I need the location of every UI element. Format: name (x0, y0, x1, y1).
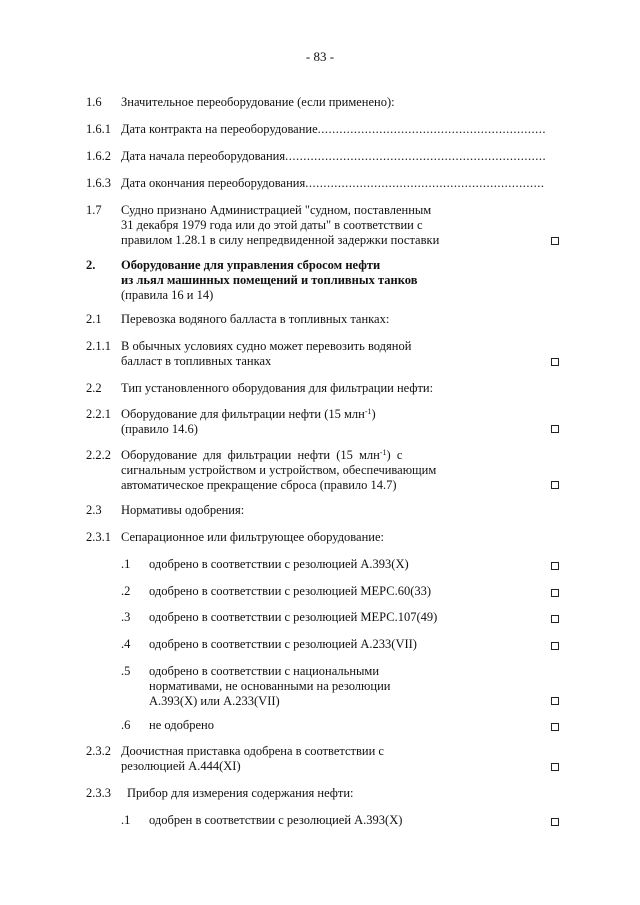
text-line (121, 448, 541, 463)
item-text: одобрен в соответствии с резолюцией A.393(X) (149, 813, 403, 827)
checkbox[interactable] (551, 723, 559, 731)
item-number: 2.3 (86, 503, 102, 517)
checkbox[interactable] (551, 818, 559, 826)
checkbox[interactable] (551, 642, 559, 650)
checkbox[interactable] (551, 358, 559, 366)
text-line: Доочистная приставка одобрена в соответствии с (121, 744, 384, 758)
item-text: Сепарационное или фильтрующее оборудование: (121, 530, 384, 544)
text-line: нормативами, не основанными на резолюции (149, 679, 391, 693)
item-text: не одобрено (149, 718, 214, 732)
item-number: 1.6.3 (86, 176, 111, 190)
text-line: балласт в топливных танках (121, 354, 272, 368)
item-text (121, 448, 541, 493)
item-text (121, 339, 541, 369)
page-number: - 83 - (305, 49, 335, 64)
text-line: (правило 14.6) (121, 422, 198, 436)
item-text: одобрено в соответствии с резолюцией МЕРС.107(49) (149, 610, 438, 624)
item-text: одобрено в соответствии с резолюцией A.393(X) (149, 557, 409, 571)
item-text (149, 664, 541, 709)
item-number: 1.7 (86, 203, 102, 217)
text-line: Судно признано Администрацией "судном, поставленным (121, 203, 432, 217)
text-line: правилом 1.28.1 в силу непредвиденной задержки поставки (121, 233, 440, 247)
text-fragment: ) (371, 407, 376, 421)
item-text (121, 744, 541, 774)
item-text: Дата начала переоборудования (121, 149, 286, 163)
item-number: 1.6 (86, 95, 102, 109)
item-number: .1 (121, 813, 131, 827)
checkbox[interactable] (551, 763, 559, 771)
dotted-field (121, 176, 545, 191)
item-number: 2. (86, 258, 96, 272)
item-text: одобрено в соответствии с резолюцией МЕРС.60(33) (149, 584, 432, 598)
checkbox[interactable] (551, 615, 559, 623)
text-fragment: ) с (386, 448, 403, 462)
item-number: 2.1 (86, 312, 102, 326)
item-text (121, 258, 541, 303)
item-text: Нормативы одобрения: (121, 503, 245, 517)
text-line: резолюцией A.444(XI) (121, 759, 241, 773)
superscript: -1 (379, 448, 387, 457)
text-fragment: Оборудование для фильтрации нефти (15 млн (121, 407, 365, 421)
text-line: 31 декабря 1979 года или до этой даты" в соответствии с (121, 218, 423, 232)
item-number: 2.1.1 (86, 339, 111, 353)
item-text (121, 407, 541, 437)
item-text: Прибор для измерения содержания нефти: (127, 786, 354, 800)
item-text: Перевозка водяного балласта в топливных танках: (121, 312, 390, 326)
item-text: Дата окончания переоборудования (121, 176, 306, 190)
superscript: -1 (364, 407, 372, 416)
item-number: 2.2 (86, 381, 102, 395)
dotted-field (121, 149, 545, 164)
item-number: .5 (121, 664, 131, 678)
item-text (121, 203, 541, 248)
item-text: Тип установленного оборудования для фильтрации нефти: (121, 381, 434, 395)
checkbox[interactable] (551, 481, 559, 489)
item-number: 2.3.3 (86, 786, 111, 800)
item-number: 1.6.1 (86, 122, 111, 136)
text-line: из льял машинных помещений и топливных танков (121, 273, 418, 287)
checkbox[interactable] (551, 697, 559, 705)
text-line: В обычных условиях судно может перевозить водяной (121, 339, 412, 353)
text-line: (правила 16 и 14) (121, 288, 214, 302)
item-number: 2.3.1 (86, 530, 111, 544)
item-text: одобрено в соответствии с резолюцией A.233(VII) (149, 637, 417, 651)
text-line: автоматическое прекращение сброса (правило 14.7) (121, 478, 397, 492)
text-line: сигнальным устройством и устройством, обеспечивающим (121, 463, 437, 477)
text-line: одобрено в соответствии с национальными (149, 664, 380, 678)
item-number: 2.2.2 (86, 448, 111, 462)
item-number: .6 (121, 718, 131, 732)
item-text: Значительное переоборудование (если применено): (121, 95, 395, 109)
item-number: 2.3.2 (86, 744, 111, 758)
checkbox[interactable] (551, 237, 559, 245)
dotted-field (121, 122, 545, 137)
item-number: 2.2.1 (86, 407, 111, 421)
item-text: Дата контракта на переоборудование (121, 122, 318, 136)
item-number: .2 (121, 584, 131, 598)
item-number: .4 (121, 637, 131, 651)
checkbox[interactable] (551, 589, 559, 597)
checkbox[interactable] (551, 425, 559, 433)
item-number: 1.6.2 (86, 149, 111, 163)
item-number: .1 (121, 557, 131, 571)
text-fragment: Оборудование для фильтрации нефти (15 млн (121, 448, 380, 462)
text-line: A.393(X) или A.233(VII) (149, 694, 280, 708)
checkbox[interactable] (551, 562, 559, 570)
item-number: .3 (121, 610, 131, 624)
text-line: Оборудование для управления сбросом нефти (121, 258, 381, 272)
text-line (121, 407, 541, 422)
